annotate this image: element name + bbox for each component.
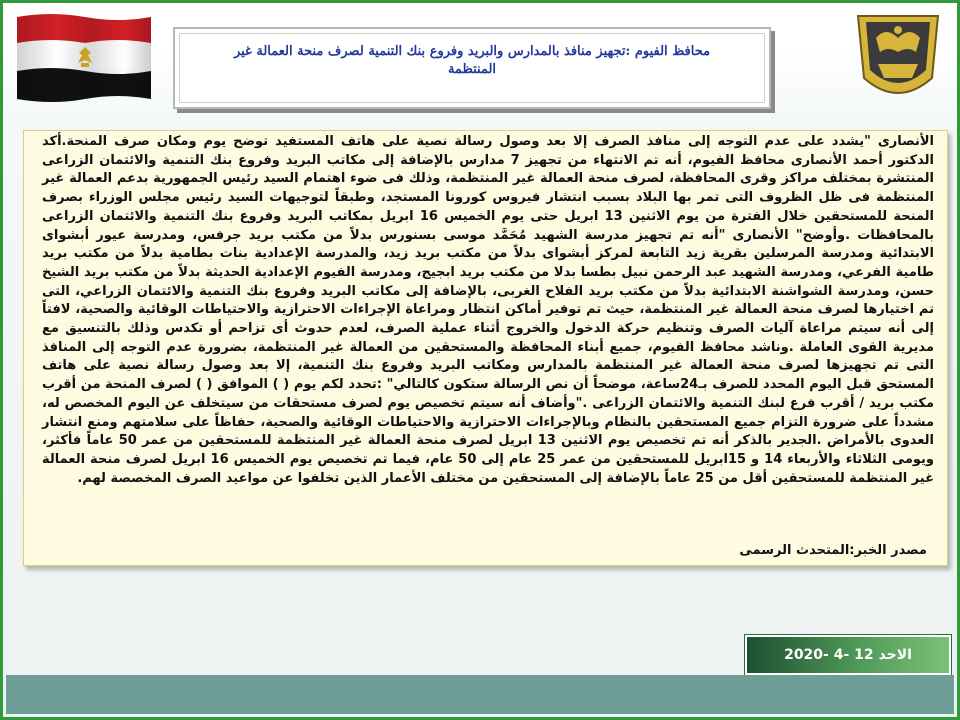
egypt-flag-icon bbox=[15, 13, 153, 103]
title-box bbox=[173, 27, 771, 109]
article-text: الأنصارى "يشدد على عدم التوجه إلى منافذ الصرف إلا بعد وصول رسالة نصية على هاتف المستفيد توضح يوم ومكان صرف المنحة.أكد الدكتور أحمد الأنصارى محافظ الفيوم، أنه تم الانتهاء من تجهيز 7 مدارس بالإضافة إلى مكاتب البريد وفروع بنك التنمية والائتمان الزراعى المنتشرة بمختلف مراكز وقرى المحافظة، لصرف منحة العمالة غير المنتظمة، وذلك فى ضوء اهتمام السيد رئيس الجمهورية بدعم العمالة غير المنتظمة فى ظل الظروف التى تمر بها البلاد بسبب انتشار فيروس كورونا المستجد، وطبقاً لتوجيهات السيد رئيس مجلس الوزراء بصرف المنحة للمستحقين خلال الفترة من يوم الاثنين 13 ابريل حتى يوم الخميس 16 ابريل بمكاتب البريد وفروع بنك التنمية والائتمان الزراعى بالمحافظات .وأوضح" الأنصارى "أنه تم تجهيز مدرسة الشهيد مُحَمَّد موسى بسنورس بدلاً من مكتب بريد جرفس، ومدرسة عيور أبشواى الابتدائية ومدرسة المرسلين بقرية زيد التابعة لمركز أبشواى بدلاً من مكتب بريد زيد، والمدرسة الإعدادية بنات بطامية بدلاً من مكتب بريد طامية الفرعي، ومدرسة الشهيد عبد الرحمن نبيل بطسا بدلا من مكتب بريد ابجيج، ومدرسة الفيوم الإعدادية الحديثة بدلاً من مكتب بريد الشيخ حسن، ومدرسة الشواشنة الابتدائية بدلاً من مكتب بريد الفلاح الغربى، بالإضافة إلى مكاتب البريد وفروع بنك التنمية والائتمان الزراعي، التى تم اختيارها لصرف منحة العمالة غير المنتظمة، حيث تم توفير أماكن انتظار ومراعاة الإجراءات الاحترازية والاحتياطات الوقائية والصحية، لافتاً إلى أنه سيتم مراعاة آليات الصرف وتنظيم حركة الدخول والخروج أثناء عملية الصرف، لعدم حدوث أى تزاحم أو تكدس وذلك بالتنسيق مع مديرية القوى العاملة .وناشد محافظ الفيوم، جميع أبناء المحافظة والمستحقين من العمالة غير المنتظمة، بضرورة عدم التوجه إلى المنافذ التى تم تجهيزها لصرف منحة العمالة غير المنتظمة بالمدارس ومكاتب البريد وفروع بنك التنمية، إلا بعد وصول رسالة نصية على هاتف المستحق قبل اليوم المحدد للصرف بـ24ساعة، موضحاً أن نص الرسالة ستكون كالتالي" :تحدد لكم يوم ( ) الموافق ( ) لصرف المنحة من أقرب مكتب بريد / أقرب فرع لبنك التنمية والائتمان الزراعى ."وأضاف أنه سيتم تخصيص يوم لصرف مستحقات من سيتخلف عن اليوم المخصص له، مشدداً على ضرورة التزام جميع المستحقين بالنظام وبالإجراءات الاحترازية والاحتياطات الوقائية والصحية، حفاظاً على سلامتهم ومنع انتشار العدوى بالأمراض .الجدير بالذكر أنه تم تخصيص يوم الاثنين 13 ابريل لصرف منحة العمالة غير المنتظمة للمستحقين من عمر 50 عاماً فأكثر، ويومى الثلاثاء والأربعاء 14 و 15ابريل للمستحقين من عمر 25 عام إلى 50 عام، فيما تم تخصيص يوم الخميس 16 ابريل لصرف منحة العمالة غير المنتظمة للمستحقين أقل من 25 عاماً بالإضافة إلى المستحقين من مختلف الأعمار الذين تخلفوا عن مواعيد الصرف المخصصة لهم. bbox=[42, 134, 935, 486]
headline-line-1: محافظ الفيوم :تجهيز منافذ بالمدارس والبريد وفروع بنك التنمية لصرف منحة العمالة غير bbox=[233, 44, 711, 59]
footer-band bbox=[6, 675, 954, 714]
headline-line-2: المنتظمة bbox=[447, 62, 497, 77]
article-panel bbox=[23, 130, 948, 566]
article-body bbox=[42, 133, 934, 488]
date-badge: الاحد 12 -4 -2020 bbox=[745, 635, 951, 675]
headline bbox=[191, 43, 753, 79]
news-source: مصدر الخبر:المتحدث الرسمى bbox=[739, 543, 927, 558]
fayoum-governorate-emblem-icon bbox=[848, 8, 948, 108]
